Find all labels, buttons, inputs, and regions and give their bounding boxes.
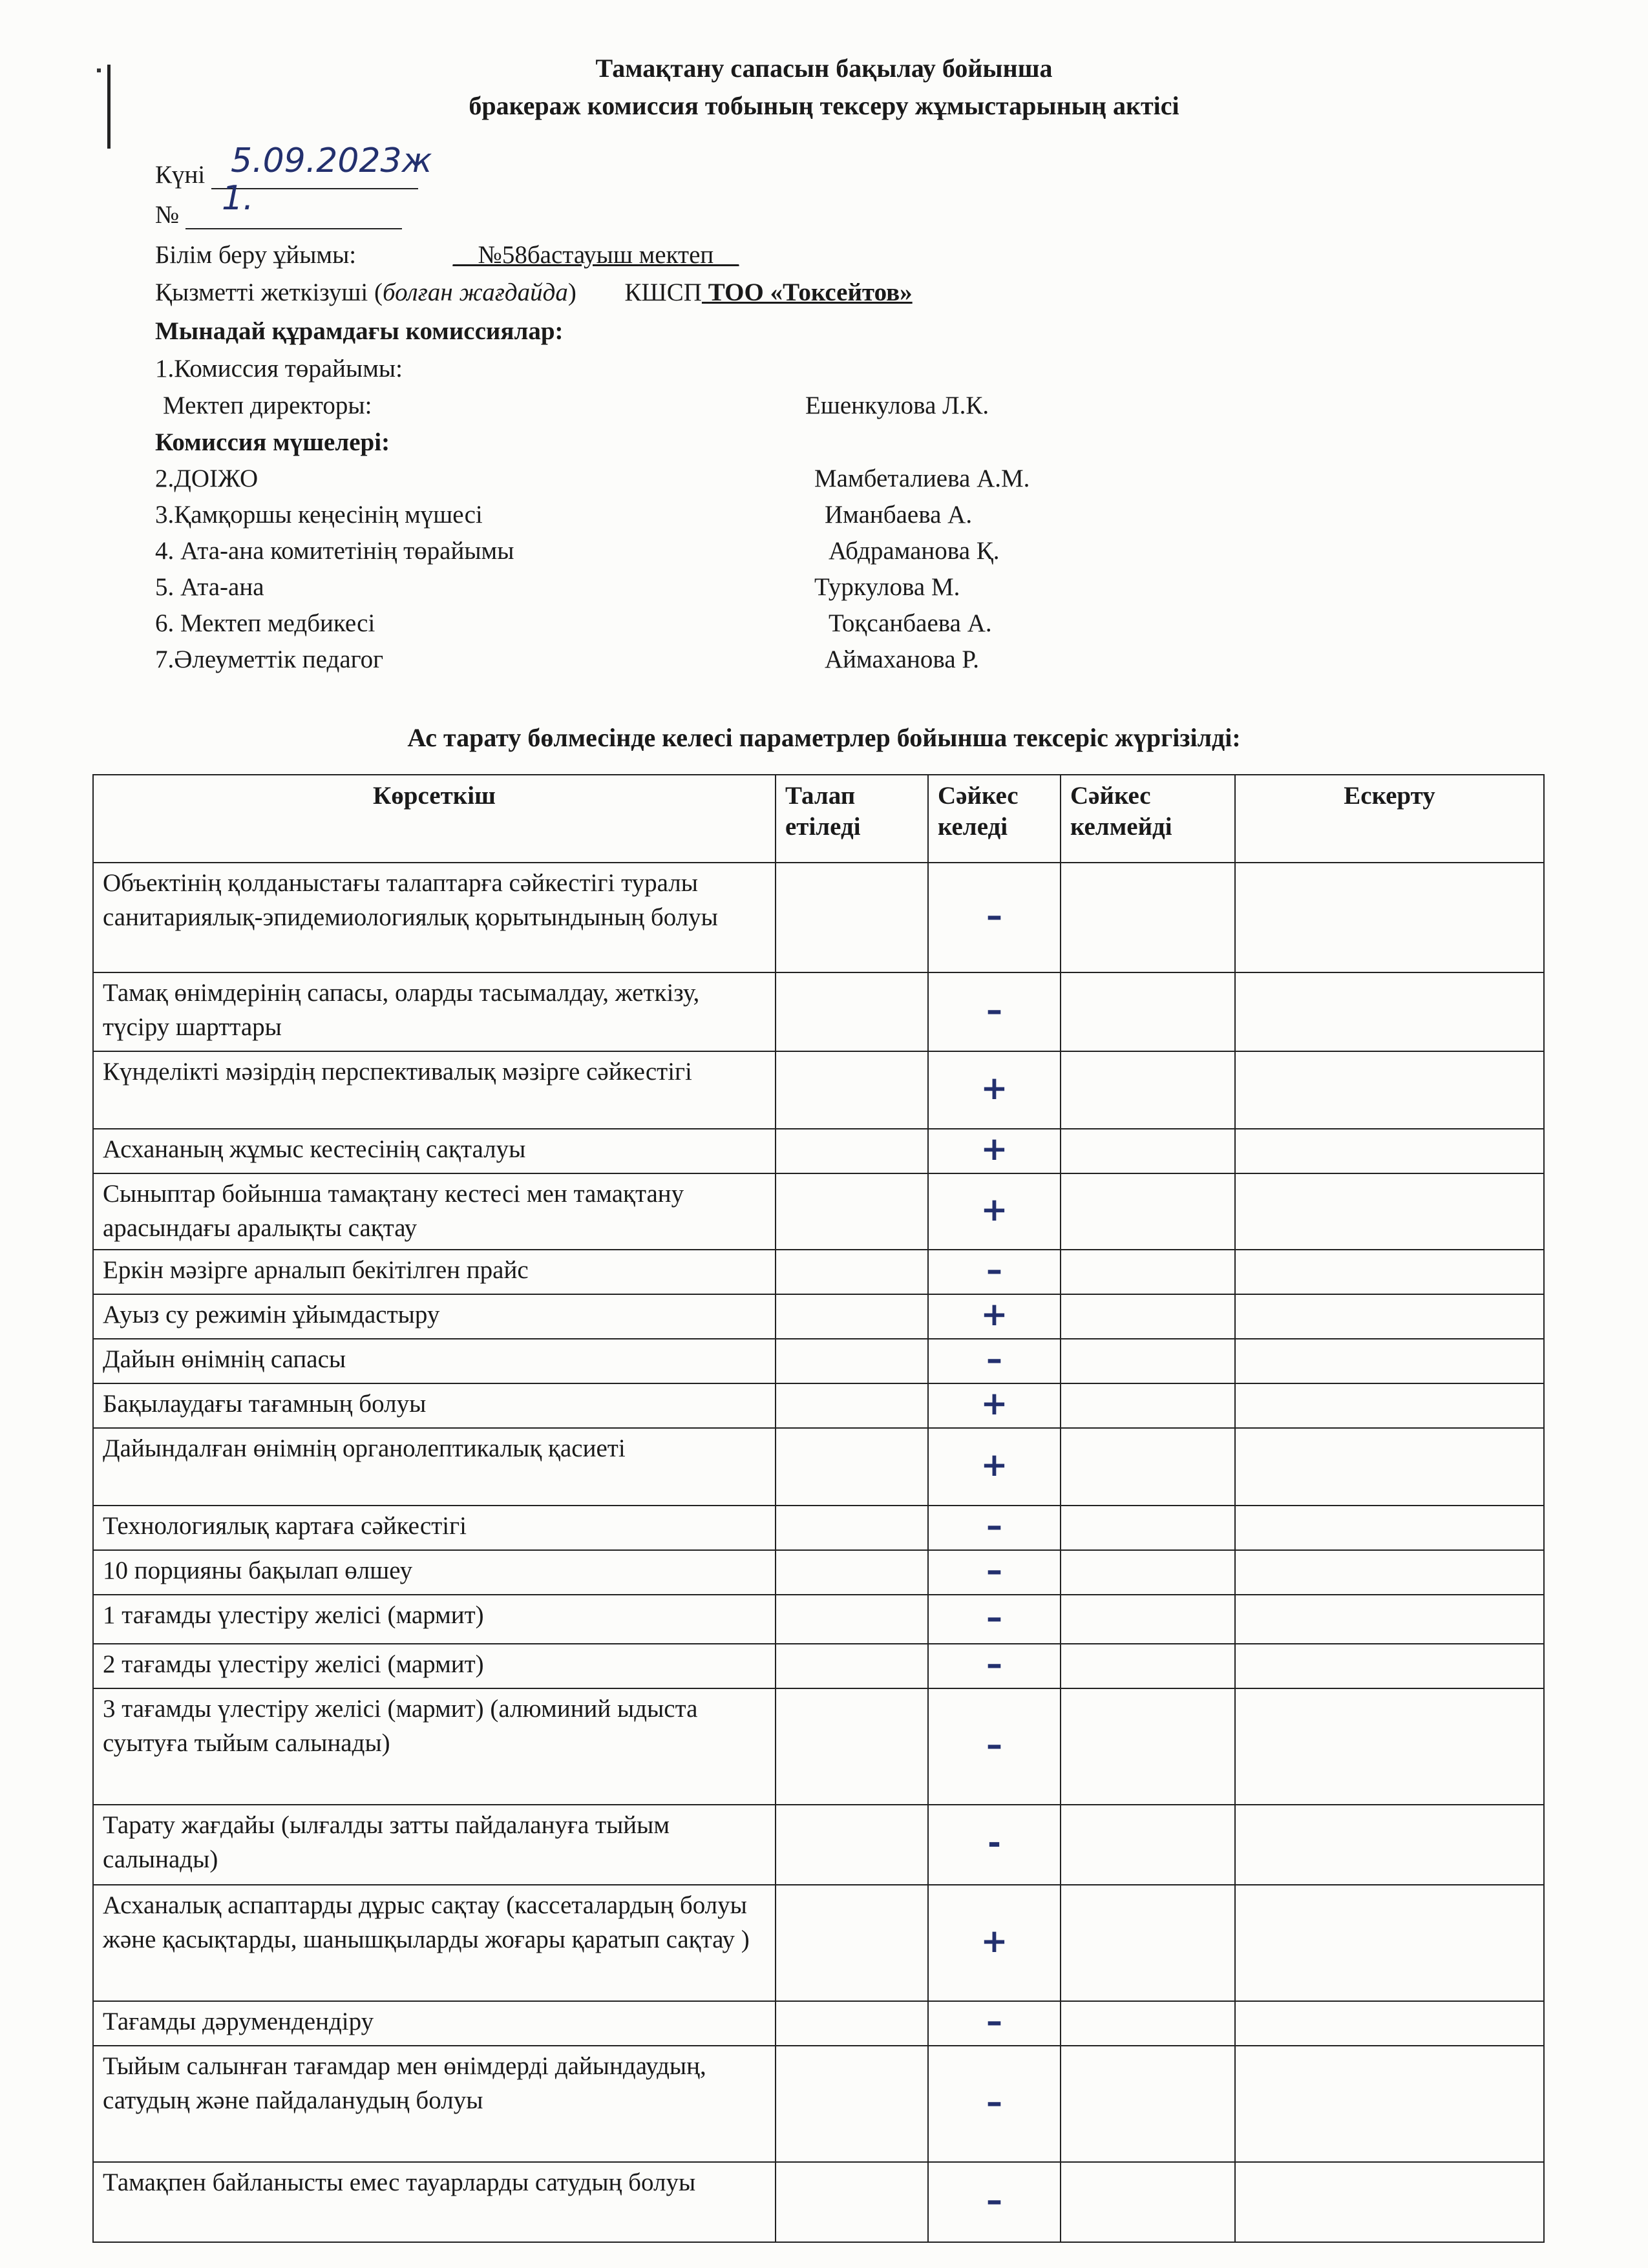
handwritten-mark: + — [980, 1069, 1008, 1107]
cell-note — [1235, 1250, 1544, 1294]
member-name: Тоқсанбаева А. — [829, 609, 992, 637]
table-row — [93, 1644, 1544, 1688]
member-name: Абдраманова Қ. — [829, 537, 1000, 565]
cell-compliant — [928, 972, 1061, 1051]
supplier-value: ТОО «Токсейтов» — [701, 278, 913, 306]
handwritten-mark: – — [986, 1725, 1002, 1763]
cell-noncompliant — [1061, 1550, 1235, 1595]
cell-noncompliant — [1061, 1173, 1235, 1250]
supplier-label-b: ) — [567, 278, 576, 306]
cell-required — [776, 1051, 928, 1129]
member-name: Мамбеталиева А.М. — [814, 465, 1030, 492]
date-line — [155, 142, 432, 189]
col-header-indicator: Көрсеткіш — [93, 775, 776, 863]
cell-required — [776, 2162, 928, 2242]
handwritten-mark: - — [988, 1823, 1001, 1862]
cell-noncompliant — [1061, 972, 1235, 1051]
handwritten-mark: – — [986, 1340, 1002, 1378]
member-name: Аймаханова Р. — [825, 646, 979, 673]
member-role: 2.ДОІЖО — [155, 465, 259, 492]
cell-note — [1235, 863, 1544, 972]
handwritten-mark: – — [986, 1551, 1002, 1589]
cell-compliant — [928, 1339, 1061, 1383]
col-header-note: Ескерту — [1235, 775, 1544, 863]
cell-compliant — [928, 1644, 1061, 1688]
cell-compliant — [928, 2046, 1061, 2162]
table-row — [93, 1885, 1544, 2001]
cell-compliant — [928, 1383, 1061, 1428]
handwritten-mark: + — [980, 1385, 1008, 1422]
supplier-label-a: Қызметті жеткізуші ( — [155, 278, 383, 306]
cell-note — [1235, 1173, 1544, 1250]
table-row — [93, 1339, 1544, 1383]
handwritten-mark: – — [986, 1598, 1002, 1636]
row-indicator: Тамақ өнімдерінің сапасы, оларды тасымалдау, жеткізу, түсіру шарттары — [93, 972, 776, 1051]
cell-noncompliant — [1061, 1339, 1235, 1383]
cell-note — [1235, 1051, 1544, 1129]
row-indicator: Бақылаудағы тағамның болуы — [93, 1383, 776, 1428]
cell-required — [776, 1339, 928, 1383]
row-indicator: 1 тағамды үлестіру желісі (мармит) — [93, 1595, 776, 1644]
cell-note — [1235, 1506, 1544, 1550]
table-header-row — [93, 775, 1544, 863]
supplier-line — [155, 278, 913, 307]
table-row — [93, 1051, 1544, 1129]
cell-required — [776, 1506, 928, 1550]
table-row — [93, 863, 1544, 972]
chair-label: 1.Комиссия төрайымы: — [155, 355, 403, 383]
cell-note — [1235, 1339, 1544, 1383]
number-handwritten: 1. — [221, 179, 254, 218]
cell-note — [1235, 2001, 1544, 2046]
org-value: __№58бастауыш мектеп__ — [452, 241, 739, 269]
cell-compliant — [928, 2162, 1061, 2242]
members-heading: Комиссия мүшелері: — [155, 428, 390, 456]
cell-note — [1235, 1595, 1544, 1644]
row-indicator: Дайындалған өнімнің органолептикалық қасиеті — [93, 1428, 776, 1506]
cell-noncompliant — [1061, 863, 1235, 972]
row-indicator: Тағамды дәрумендендіру — [93, 2001, 776, 2046]
org-label: Білім беру ұйымы: — [155, 241, 357, 269]
table-row — [93, 1383, 1544, 1428]
handwritten-mark: – — [986, 991, 1002, 1029]
cell-compliant — [928, 1885, 1061, 2001]
table-row — [93, 1250, 1544, 1294]
cell-note — [1235, 1644, 1544, 1688]
cell-noncompliant — [1061, 1688, 1235, 1805]
cell-compliant — [928, 1688, 1061, 1805]
table-row — [93, 1129, 1544, 1173]
handwritten-mark: – — [986, 1507, 1002, 1544]
cell-required — [776, 1383, 928, 1428]
cell-noncompliant — [1061, 1595, 1235, 1644]
number-line — [155, 179, 402, 229]
row-indicator: Технологиялық картаға сәйкестігі — [93, 1506, 776, 1550]
row-indicator: Тыйым салынған тағамдар мен өнімдерді дайындаудың, сатудың және пайдаланудың болуы — [93, 2046, 776, 2162]
cell-required — [776, 1173, 928, 1250]
row-indicator: Объектінің қолданыстағы талаптарға сәйкестігі туралы санитариялық-эпидемиологиялық қорытындының болуы — [93, 863, 776, 972]
cell-note — [1235, 1428, 1544, 1506]
handwritten-mark: – — [986, 1251, 1002, 1288]
handwritten-mark: + — [980, 1922, 1008, 1960]
table-row — [93, 2162, 1544, 2242]
cell-note — [1235, 1550, 1544, 1595]
doc-title-line2: бракераж комиссия тобының тексеру жұмыстарының актісі — [469, 91, 1179, 120]
cell-note — [1235, 1383, 1544, 1428]
row-indicator: 3 тағамды үлестіру желісі (мармит) (алюминий ыдыста суытуға тыйым салынады) — [93, 1688, 776, 1805]
handwritten-mark: + — [980, 1130, 1008, 1168]
cell-compliant — [928, 863, 1061, 972]
col-header-required: Талап етіледі — [776, 775, 928, 863]
cell-compliant — [928, 1805, 1061, 1885]
handwritten-mark: – — [986, 2181, 1002, 2219]
cell-note — [1235, 1294, 1544, 1339]
cell-noncompliant — [1061, 2001, 1235, 2046]
row-indicator: 2 тағамды үлестіру желісі (мармит) — [93, 1644, 776, 1688]
row-indicator: Асханалық аспаптарды дұрыс сақтау (кассеталардың болуы және қасықтарды, шанышқыларды жоғары қаратып сақтау ) — [93, 1885, 776, 2001]
supplier-prefix: КШСП — [624, 278, 702, 306]
handwritten-mark: + — [980, 1445, 1008, 1484]
cell-noncompliant — [1061, 1506, 1235, 1550]
row-indicator: Сыныптар бойынша тамақтану кестесі мен тамақтану арасындағы аралықты сақтау — [93, 1173, 776, 1250]
chair-role: Мектеп директоры: — [163, 392, 372, 419]
number-label: № — [155, 201, 180, 229]
cell-compliant — [928, 1051, 1061, 1129]
member-role: 3.Қамқоршы кеңесінің мүшесі — [155, 501, 483, 529]
cell-required — [776, 2001, 928, 2046]
row-indicator: Ауыз су режимін ұйымдастыру — [93, 1294, 776, 1339]
cell-compliant — [928, 1250, 1061, 1294]
row-indicator: Асхананың жұмыс кестесінің сақталуы — [93, 1129, 776, 1173]
cell-noncompliant — [1061, 1383, 1235, 1428]
table-row — [93, 1688, 1544, 1805]
handwritten-mark: + — [980, 1190, 1008, 1228]
cell-required — [776, 1595, 928, 1644]
member-role: 6. Мектеп медбикесі — [155, 609, 375, 637]
row-indicator: Дайын өнімнің сапасы — [93, 1339, 776, 1383]
cell-required — [776, 863, 928, 972]
cell-noncompliant — [1061, 1051, 1235, 1129]
handwritten-mark: – — [986, 2002, 1002, 2040]
cell-note — [1235, 1805, 1544, 1885]
table-row — [93, 1428, 1544, 1506]
cell-note — [1235, 2046, 1544, 2162]
cell-note — [1235, 972, 1544, 1051]
row-indicator: Күнделікті мәзірдің перспективалық мәзірге сәйкестігі — [93, 1051, 776, 1129]
row-indicator: 10 порцияны бақылап өлшеу — [93, 1550, 776, 1595]
cell-noncompliant — [1061, 1129, 1235, 1173]
handwritten-mark: – — [986, 1645, 1002, 1683]
col-header-compliant: Сәйкес келеді — [928, 775, 1061, 863]
cell-required — [776, 1688, 928, 1805]
member-name: Туркулова М. — [814, 573, 960, 601]
number-blank — [185, 179, 402, 229]
org-line — [155, 240, 739, 269]
cell-note — [1235, 1688, 1544, 1805]
member-name: Иманбаева А. — [825, 501, 973, 529]
handwritten-mark: – — [986, 2083, 1002, 2121]
cell-required — [776, 1885, 928, 2001]
member-role: 7.Әлеуметтік педагог — [155, 646, 384, 673]
cell-note — [1235, 1129, 1544, 1173]
cell-noncompliant — [1061, 1644, 1235, 1688]
table-row — [93, 2001, 1544, 2046]
cell-required — [776, 1250, 928, 1294]
inspection-table — [92, 774, 1545, 2243]
cell-noncompliant — [1061, 1294, 1235, 1339]
cell-required — [776, 1644, 928, 1688]
handwritten-mark: + — [980, 1296, 1008, 1333]
cell-note — [1235, 2162, 1544, 2242]
cell-required — [776, 1129, 928, 1173]
cell-required — [776, 1550, 928, 1595]
table-row — [93, 972, 1544, 1051]
cell-required — [776, 1428, 928, 1506]
cell-compliant — [928, 1506, 1061, 1550]
row-indicator: Еркін мәзірге арналып бекітілген прайс — [93, 1250, 776, 1294]
commission-heading: Мынадай құрамдағы комиссиялар: — [155, 317, 564, 345]
cell-noncompliant — [1061, 1428, 1235, 1506]
row-indicator: Тарату жағдайы (ылғалды затты пайдалануға тыйым салынады) — [93, 1805, 776, 1885]
table-row — [93, 1595, 1544, 1644]
cell-compliant — [928, 1428, 1061, 1506]
chair-name: Ешенкулова Л.К. — [805, 392, 989, 419]
cell-noncompliant — [1061, 1885, 1235, 2001]
handwritten-mark: – — [986, 896, 1002, 934]
table-row — [93, 1805, 1544, 1885]
cell-noncompliant — [1061, 1805, 1235, 1885]
cell-required — [776, 1294, 928, 1339]
date-handwritten: 5.09.2023ж — [230, 142, 432, 180]
table-row — [93, 1294, 1544, 1339]
cell-noncompliant — [1061, 1250, 1235, 1294]
table-row — [93, 1173, 1544, 1250]
doc-title-line1: Тамақтану сапасын бақылау бойынша — [595, 54, 1053, 83]
cell-noncompliant — [1061, 2162, 1235, 2242]
row-indicator: Тамақпен байланысты емес тауарларды сатудың болуы — [93, 2162, 776, 2242]
member-role: 5. Ата-ана — [155, 573, 264, 601]
cell-required — [776, 972, 928, 1051]
cell-required — [776, 2046, 928, 2162]
cell-required — [776, 1805, 928, 1885]
cell-compliant — [928, 2001, 1061, 2046]
member-role: 4. Ата-ана комитетінің төрайымы — [155, 537, 514, 565]
table-row — [93, 2046, 1544, 2162]
cell-compliant — [928, 1173, 1061, 1250]
cell-note — [1235, 1885, 1544, 2001]
cell-compliant — [928, 1550, 1061, 1595]
table-row — [93, 1506, 1544, 1550]
section-title: Ас тарату бөлмесінде келесі параметрлер бойынша тексеріс жүргізілді: — [407, 723, 1241, 752]
supplier-label-italic: болған жағдайда — [383, 278, 568, 306]
cell-compliant — [928, 1595, 1061, 1644]
date-label: Күні — [155, 161, 206, 189]
col-header-noncompliant: Сәйкес келмейді — [1061, 775, 1235, 863]
cell-compliant — [928, 1129, 1061, 1173]
cell-noncompliant — [1061, 2046, 1235, 2162]
cell-compliant — [928, 1294, 1061, 1339]
table-row — [93, 1550, 1544, 1595]
